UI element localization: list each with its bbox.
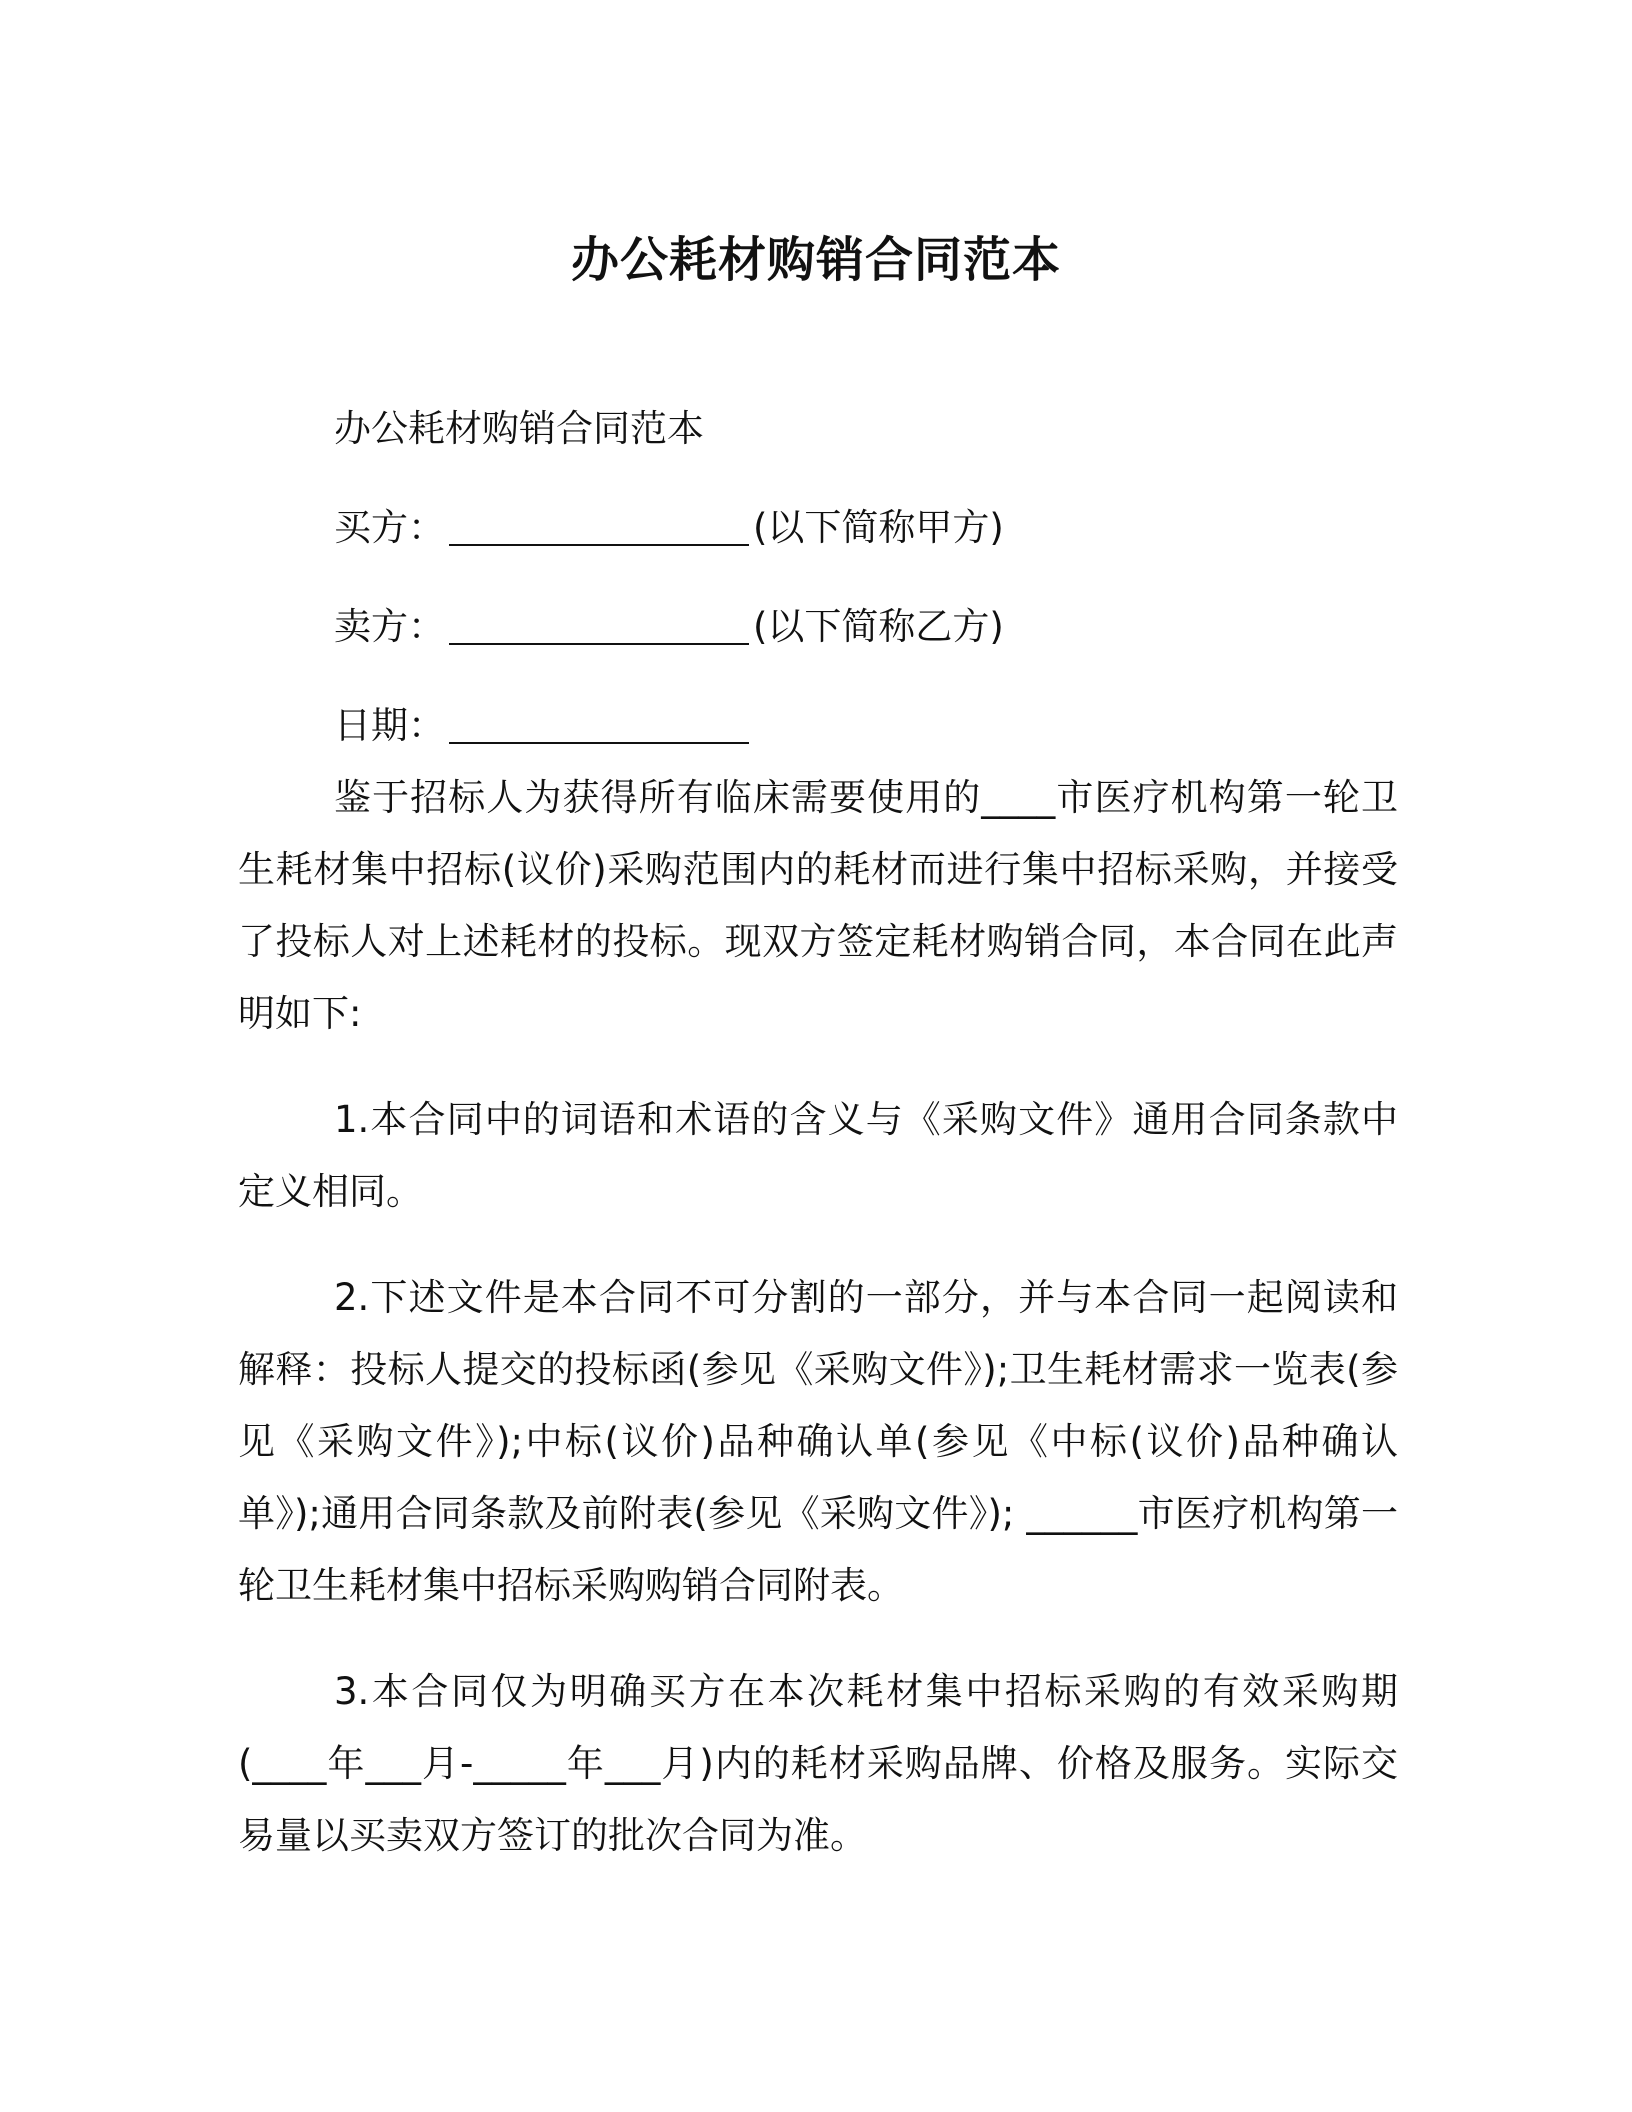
clause-2: 2.下述文件是本合同不可分割的一部分，并与本合同一起阅读和解释：投标人提交的投标函(参见《采购文件》);卫生耗材需求一览表(参见《采购文件》);中标(议价)品种确认单(参见《中标(议价)品种确认单》);通用合同条款及前附表(参见《采购文件》); ______市医疗机构第一轮卫生耗材集中招标采购购销合同附表。 bbox=[238, 1276, 1398, 1607]
document-title: 办公耗材购销合同范本 bbox=[570, 232, 1061, 288]
seller-blank bbox=[449, 606, 749, 645]
clause-1: 1.本合同中的词语和术语的含义与《采购文件》通用合同条款中定义相同。 bbox=[238, 1098, 1398, 1213]
seller-note: (以下简称乙方) bbox=[753, 605, 1004, 648]
subtitle-line: 办公耗材购销合同范本 bbox=[334, 407, 704, 450]
buyer-note: (以下简称甲方) bbox=[753, 506, 1004, 549]
document-body bbox=[238, 393, 1398, 1872]
seller-label: 卖方： bbox=[334, 605, 445, 648]
clause-3: 3.本合同仅为明确买方在本次耗材集中招标采购的有效采购期(____年___月-_____年___月)内的耗材采购品牌、价格及服务。实际交易量以买卖双方签订的批次合同为准。 bbox=[238, 1670, 1398, 1857]
buyer-blank bbox=[449, 507, 749, 546]
buyer-label: 买方： bbox=[334, 506, 445, 549]
date-line bbox=[238, 690, 1398, 762]
preamble-paragraph: 鉴于招标人为获得所有临床需要使用的____市医疗机构第一轮卫生耗材集中招标(议价)采购范围内的耗材而进行集中招标采购，并接受了投标人对上述耗材的投标。现双方签定耗材购销合同，本合同在此声明如下: bbox=[238, 776, 1398, 1035]
date-label: 日期： bbox=[334, 704, 445, 747]
date-blank bbox=[449, 705, 749, 744]
buyer-line bbox=[238, 492, 1398, 564]
seller-line bbox=[238, 591, 1398, 663]
